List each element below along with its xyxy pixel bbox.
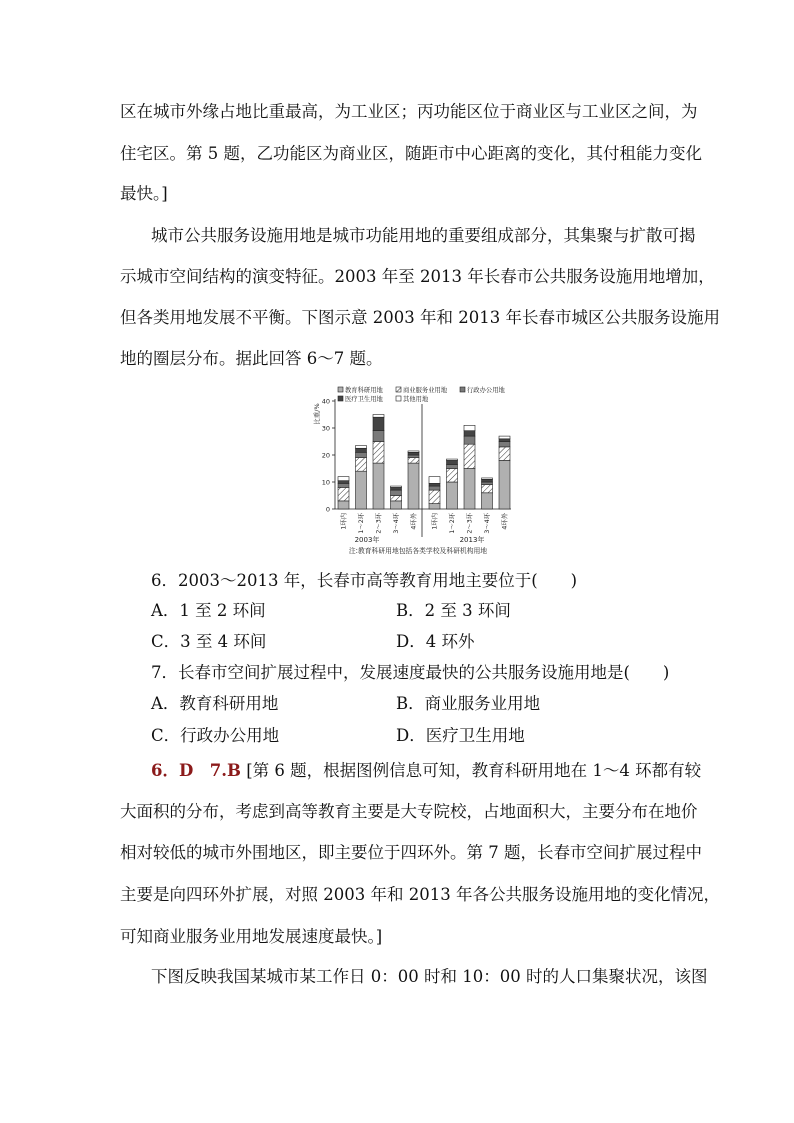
bar-segment [408,463,419,509]
legend-swatch [338,387,343,392]
text-line: 城市公共服务设施用地是城市功能用地的重要组成部分，其集聚与扩散可揭 [151,226,696,245]
text-line: 住宅区。第 5 题，乙功能区为商业区，随距市中心距离的变化，其付租能力变化 [120,144,702,163]
x-tick-label: 1环内 [340,513,348,530]
bar-segment [338,477,349,481]
group-label-2013: 2013年 [459,536,485,544]
bar-segment [338,487,349,501]
text-line: 但各类用地发展不平衡。下图示意 2003 年和 2013 年长春市城区公共服务设施用 [120,308,720,327]
bar-segment [391,496,402,501]
bar-segment [447,482,458,509]
option-c: C．行政办公用地 [151,726,280,745]
x-tick-label: 1～2环 [358,513,365,534]
bar-segment [464,425,475,430]
bar-segment [356,452,367,457]
answer-text: [第 6 题，根据图例信息可知，教育科研用地在 1～4 环都有较 [246,761,702,780]
bar-segment [429,504,440,509]
y-tick-label: 20 [321,451,330,460]
option-b: B．商业服务业用地 [396,694,541,713]
legend-swatch [338,396,343,401]
bar-segment [338,481,349,484]
legend-swatch [396,396,401,401]
chart-x-labels [339,512,509,533]
text-line: 可知商业服务业用地发展速度最快。] [120,927,383,946]
land-use-stacked-bar-chart [308,384,528,556]
bar-segment [429,486,440,490]
bar-segment [391,486,402,487]
group-label-2003: 2003年 [354,536,380,544]
legend-swatch [396,387,401,392]
x-tick-label: 3～4环 [484,513,491,534]
bar-segment [482,482,493,485]
bar-segment [482,478,493,479]
bar-segment [464,436,475,444]
answer-line [151,760,701,782]
option-c: C．3 至 4 环间 [151,632,267,651]
bar-segment [391,487,402,490]
answer-key: 6．D 7.B [151,761,241,780]
y-axis-label: 比重/% [313,403,321,425]
bar-segment [464,469,475,510]
question-stem: 7．长春市空间扩展过程中，发展速度最快的公共服务设施用地是( ) [151,663,670,682]
question-stem: 6．2003～2013 年，长春市高等教育用地主要位于( ) [151,571,578,590]
bar-segment [373,463,384,509]
option-a: A．1 至 2 环间 [151,601,266,620]
bar-segment [429,483,440,486]
bar-segment [482,493,493,509]
text-line: 大面积的分布，考虑到高等教育主要是大专院校，占地面积大，主要分布在地价 [120,802,698,821]
y-tick-label: 40 [321,397,330,406]
text-line: 示城市空间结构的演变特征。2003 年至 2013 年长春市公共服务设施用地增加， [120,267,715,286]
x-tick-label: 3～4环 [393,513,400,534]
x-tick-label: 2～3环 [375,513,383,534]
chart-bars [338,415,510,510]
option-a: A．教育科研用地 [151,694,279,713]
text-line: 主要是向四环外扩展，对照 2003 年和 2013 年各公共服务设施用地的变化情况， [120,885,720,904]
bar-segment [356,446,367,449]
chart-note: 注:教育科研用地包括各类学校及科研机构用地 [348,547,488,555]
legend-swatch [460,387,465,392]
bar-segment [356,448,367,452]
legend-label: 行政办公用地 [467,387,505,394]
bar-segment [356,471,367,509]
x-tick-label: 1～2环 [449,513,456,534]
bar-segment [408,451,419,452]
bar-segment [447,459,458,460]
text-line: 相对较低的城市外围地区，即主要位于四环外。第 7 题，长春市空间扩展过程中 [120,843,702,862]
bar-segment [408,458,419,463]
bar-segment [408,452,419,455]
bar-segment [447,464,458,468]
bar-segment [429,490,440,504]
bar-segment [429,477,440,484]
bar-segment [391,490,402,495]
bar-segment [482,479,493,482]
bar-segment [356,458,367,472]
legend-label: 商业服务业用地 [403,387,448,394]
bar-segment [464,431,475,436]
text-line: 地的圈层分布。据此回答 6～7 题。 [120,349,383,368]
bar-segment [373,442,384,464]
option-b: B．2 至 3 环间 [396,601,511,620]
x-tick-label: 1环内 [431,513,439,530]
bar-segment [482,485,493,493]
bar-segment [338,483,349,487]
text-line: 区在城市外缘占地比重最高，为工业区；丙功能区位于商业区与工业区之间，为 [120,102,698,121]
bar-segment [464,444,475,468]
bar-segment [338,501,349,509]
option-d: D．4 环外 [396,632,475,651]
y-tick-label: 10 [321,478,330,487]
bar-segment [447,460,458,464]
chart-legend [338,385,505,403]
x-tick-label: 4环外 [410,513,418,530]
bar-segment [499,436,510,439]
legend-label: 医疗卫生用地 [345,396,383,403]
bar-segment [499,447,510,461]
legend-label: 教育科研用地 [345,387,383,394]
bar-segment [499,460,510,509]
bar-segment [499,439,510,442]
bar-segment [373,431,384,442]
bar-segment [373,415,384,418]
bar-segment [447,469,458,483]
y-tick-label: 0 [325,505,330,514]
bar-segment [408,455,419,458]
x-tick-label: 4环外 [501,513,509,530]
text-line: 最快。] [120,184,168,203]
option-d: D．医疗卫生用地 [396,726,525,745]
x-tick-label: 2～3环 [466,513,474,534]
bar-segment [499,442,510,447]
bar-segment [373,417,384,431]
legend-label: 其他用地 [403,396,429,403]
next-paragraph: 下图反映我国某城市某工作日 0：00 时和 10：00 时的人口集聚状况，该图 [151,967,708,986]
y-tick-label: 30 [321,424,330,433]
bar-segment [391,501,402,509]
